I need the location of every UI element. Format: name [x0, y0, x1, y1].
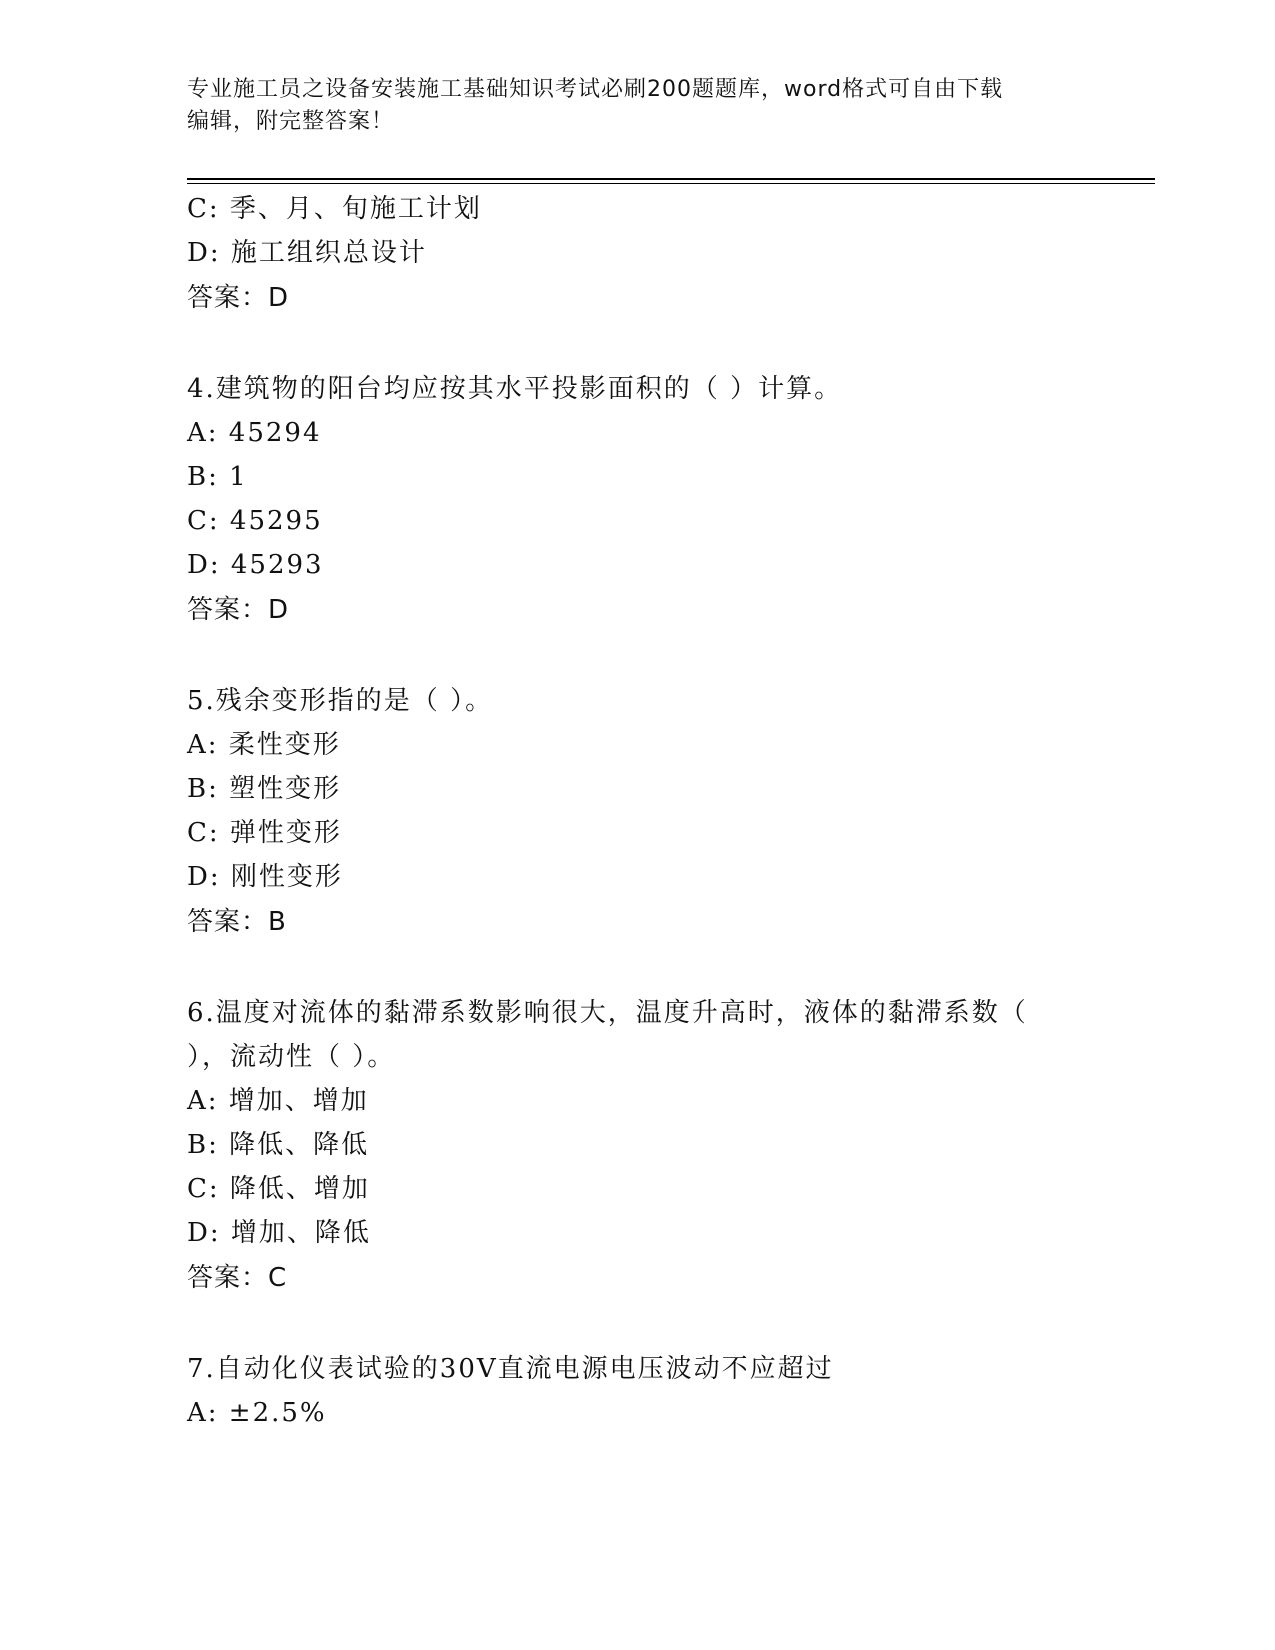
q6-option-b: B: 降低、降低 [187, 1130, 370, 1160]
q5-answer: 答案：B [187, 907, 287, 937]
q6-question-line1: 6.温度对流体的黏滞系数影响很大，温度升高时，液体的黏滞系数（ [187, 998, 1028, 1028]
q6-question-line2: ），流动性（ ）。 [187, 1042, 396, 1072]
q6-option-c: C: 降低、增加 [187, 1174, 370, 1204]
q4-option-a: A: 45294 [187, 418, 322, 448]
q4-question: 4.建筑物的阳台均应按其水平投影面积的（ ）计算。 [187, 374, 843, 404]
q4-option-b: B: 1 [187, 462, 248, 492]
q4-answer: 答案：D [187, 595, 290, 625]
q5-option-b: B: 塑性变形 [187, 774, 342, 804]
q7-option-a: A: ±2.5% [187, 1398, 327, 1428]
q5-option-d: D: 刚性变形 [187, 862, 343, 892]
q5-option-a: A: 柔性变形 [187, 730, 341, 760]
header-divider-thick [187, 178, 1155, 180]
q7-question: 7.自动化仪表试验的30V直流电源电压波动不应超过 [187, 1354, 834, 1384]
q3-option-c: C: 季、月、旬施工计划 [187, 194, 482, 224]
header-title-line2: 编辑，附完整答案！ [187, 109, 395, 134]
q6-option-a: A: 增加、增加 [187, 1086, 369, 1116]
q3-option-d: D: 施工组织总设计 [187, 238, 427, 268]
document-header [187, 74, 1087, 138]
q4-option-d: D: 45293 [187, 550, 324, 580]
q6-answer: 答案：C [187, 1263, 288, 1293]
q5-option-c: C: 弹性变形 [187, 818, 342, 848]
header-divider-thin [187, 183, 1155, 184]
q5-question: 5.残余变形指的是（ ）。 [187, 686, 494, 716]
q4-option-c: C: 45295 [187, 506, 323, 536]
q3-answer: 答案：D [187, 283, 290, 313]
header-title-line1: 专业施工员之设备安装施工基础知识考试必刷200题题库，word格式可自由下载 [187, 77, 1004, 102]
q6-option-d: D: 增加、降低 [187, 1218, 371, 1248]
